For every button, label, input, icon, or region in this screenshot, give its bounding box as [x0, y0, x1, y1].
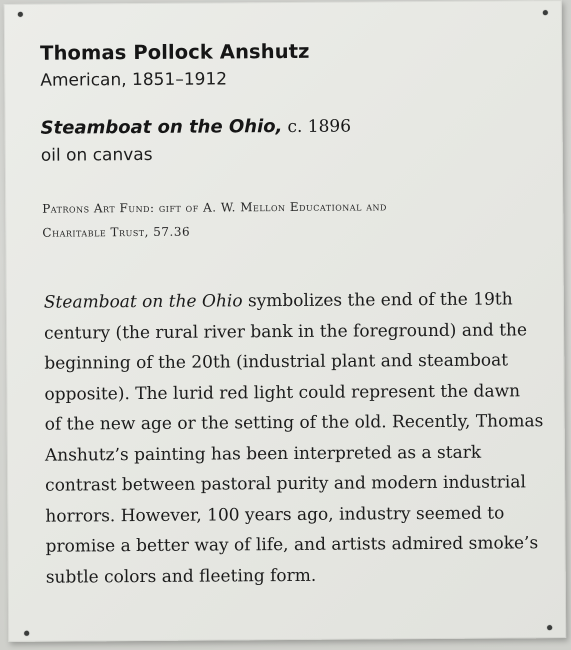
museum-placard	[4, 0, 566, 642]
artwork-description	[44, 284, 551, 593]
description-line: century (the rural river bank in the foreground) and the	[44, 319, 528, 344]
mounting-pin-top-left	[18, 12, 23, 17]
description-line: contrast between pastoral purity and modern industrial	[45, 472, 526, 496]
mounting-pin-bottom-left	[24, 631, 29, 636]
artwork-title-line	[41, 116, 352, 139]
credit-line-1: Patrons Art Fund: gift of A. W. Mellon Educational and	[42, 199, 387, 216]
artist-name: Thomas Pollock Anshutz	[40, 39, 310, 65]
description-line	[44, 284, 549, 318]
description-line: of the new age or the setting of the old. Recently, Thomas	[44, 411, 544, 435]
description-line: promise a better way of life, and artists admired smoke’s	[45, 533, 539, 557]
mounting-pin-top-right	[543, 10, 548, 15]
description-line: horrors. However, 100 years ago, industry seemed to	[45, 502, 505, 527]
description-line: opposite). The lurid red light could represent the dawn	[44, 380, 521, 405]
description-line: beginning of the 20th (industrial plant and steamboat	[44, 350, 509, 374]
description-line: Anshutz’s painting has been interpreted as a stark	[44, 442, 482, 466]
mounting-pin-bottom-right	[547, 625, 552, 630]
description-italic: Steamboat on the Ohio	[43, 291, 243, 313]
credit-line-2: Charitable Trust, 57.36	[42, 224, 191, 240]
artwork-date: c. 1896	[287, 116, 352, 137]
description-line: subtle colors and fleeting form.	[45, 565, 317, 588]
artwork-medium: oil on canvas	[40, 144, 153, 166]
description-text: symbolizes the end of the 19th	[242, 289, 513, 312]
artwork-title: Steamboat on the Ohio,	[40, 116, 283, 139]
artist-nationality-dates: American, 1851–1912	[40, 69, 228, 91]
credit-line	[42, 193, 512, 244]
